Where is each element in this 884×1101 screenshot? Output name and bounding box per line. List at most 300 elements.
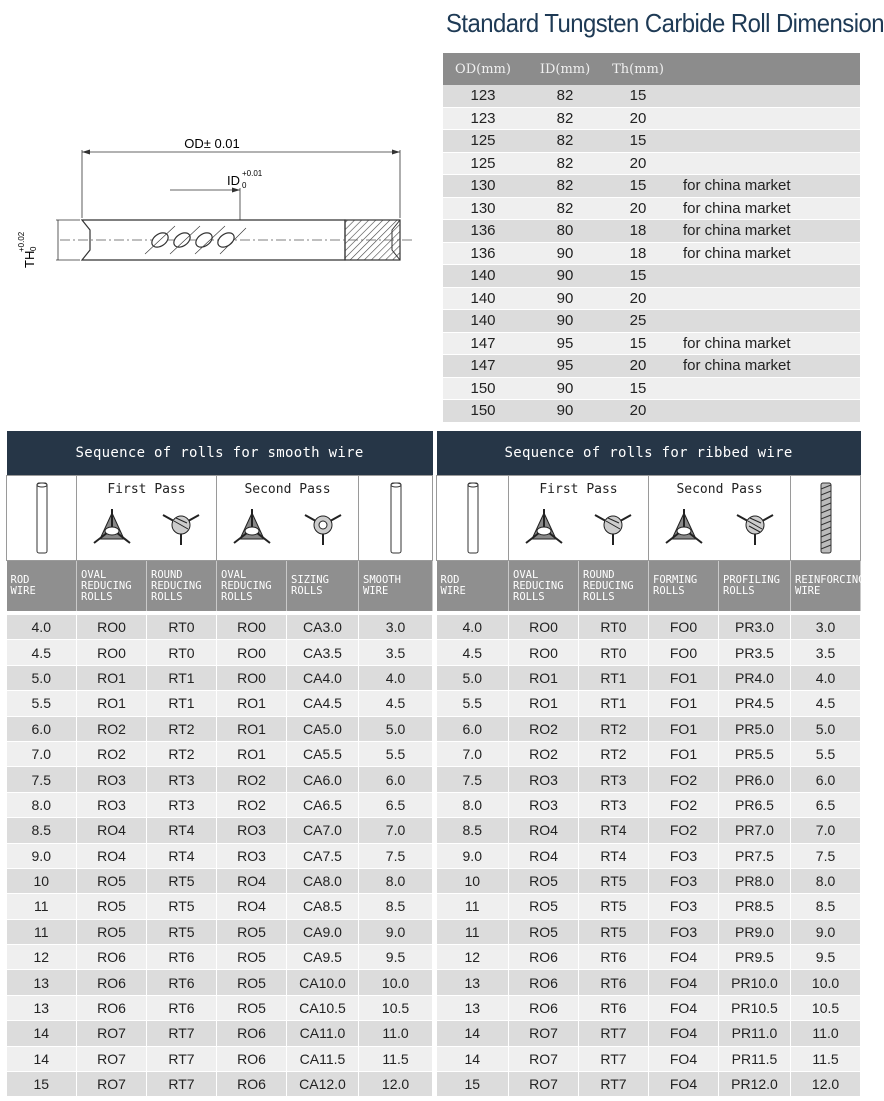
ribbed-table-row-cell: 4.0 (437, 615, 509, 640)
smooth-table-row-cell: CA4.5 (287, 691, 359, 716)
smooth-table-row-cell: 4.0 (359, 665, 433, 690)
first-pass-label: First Pass (539, 482, 618, 497)
ribbed-table-row-cell: PR8.5 (719, 894, 791, 919)
smooth-table-row-cell: RT6 (147, 970, 217, 995)
rod-wire-icon (32, 481, 52, 555)
second-pass-cell (649, 476, 791, 561)
smooth-table-row-cell: CA10.0 (287, 970, 359, 995)
smooth-table-row-cell: 11 (7, 919, 77, 944)
ribbed-table-row-cell: RO7 (509, 1021, 579, 1046)
ribbed-table-row-cell: 9.0 (791, 919, 861, 944)
col-rod-wire: ROD WIRE (437, 561, 509, 612)
smooth-table-row-cell: RO0 (77, 640, 147, 665)
header-od: OD(mm) (443, 53, 523, 85)
smooth-table-row-cell: RO7 (77, 1046, 147, 1071)
first-pass-label: First Pass (107, 482, 186, 497)
ribbed-table-row-cell: FO4 (649, 995, 719, 1020)
dimension-row (443, 400, 860, 423)
ribbed-table-row-cell: RO4 (509, 818, 579, 843)
ribbed-table-row (437, 640, 861, 665)
dimension-row (443, 355, 860, 378)
ribbed-table-row-cell: RO7 (509, 1046, 579, 1071)
ribbed-table-row-cell: 11.0 (791, 1021, 861, 1046)
ribbed-table-row-cell: RO3 (509, 767, 579, 792)
page-title: Standard Tungsten Carbide Roll Dimension (446, 8, 884, 38)
ribbed-table-row-cell: FO1 (649, 665, 719, 690)
oval-roll-icon (522, 507, 566, 547)
ribbed-table-row-cell: PR6.0 (719, 767, 791, 792)
ribbed-table-row-cell: RT3 (579, 767, 649, 792)
smooth-table-row-cell: RO6 (217, 1021, 287, 1046)
smooth-wire-panel (6, 431, 433, 1097)
ribbed-table-row-cell: RO1 (509, 665, 579, 690)
smooth-table-row-cell: RO1 (217, 691, 287, 716)
ribbed-table-row-cell: 15 (437, 1072, 509, 1097)
ribbed-table-row-cell: 8.5 (791, 894, 861, 919)
ribbed-table-row-cell: PR4.0 (719, 665, 791, 690)
dimension-row (443, 197, 860, 220)
ribbed-table-row-cell: FO3 (649, 843, 719, 868)
dimension-row (443, 220, 860, 243)
col-oval-reducing-2: OVAL REDUCING ROLLS (217, 561, 287, 612)
dimension-row (443, 287, 860, 310)
dimension-row-cell: 130 (443, 175, 523, 198)
smooth-table-row-cell: RT2 (147, 716, 217, 741)
ribbed-table-row-cell: 13 (437, 995, 509, 1020)
dimension-row-cell: 82 (523, 175, 607, 198)
smooth-table-row-cell: CA7.5 (287, 843, 359, 868)
smooth-table-row-cell: RT7 (147, 1046, 217, 1071)
smooth-table-row-cell: RO2 (217, 767, 287, 792)
ribbed-table-row-cell: 10 (437, 868, 509, 893)
ribbed-table-row-cell: RO2 (509, 716, 579, 741)
second-pass-label: Second Pass (676, 482, 763, 497)
smooth-table-row-cell: RO5 (217, 970, 287, 995)
ribbed-table-row-cell: 6.5 (791, 792, 861, 817)
smooth-table-row-cell: CA6.0 (287, 767, 359, 792)
smooth-table-row-cell: RT1 (147, 691, 217, 716)
dimension-row-cell: for china market (669, 332, 860, 355)
smooth-table-row-cell: RO0 (77, 615, 147, 640)
dimension-row-cell: 18 (607, 242, 669, 265)
ribbed-table-row-cell: RT6 (579, 970, 649, 995)
dimension-row-cell: for china market (669, 220, 860, 243)
smooth-table-row-cell: 4.0 (7, 615, 77, 640)
dimension-row-cell: 20 (607, 400, 669, 423)
ribbed-table-row-cell: PR3.5 (719, 640, 791, 665)
ribbed-table-row-cell: RO6 (509, 970, 579, 995)
ribbed-table-row (437, 716, 861, 741)
smooth-table-row-cell: 7.0 (7, 741, 77, 766)
ribbed-table-row-cell: 12.0 (791, 1072, 861, 1097)
smooth-table-row-cell: RO6 (77, 995, 147, 1020)
dimension-row-cell: 15 (607, 265, 669, 288)
ribbed-table-row-cell: 7.0 (437, 741, 509, 766)
smooth-table-row (7, 716, 433, 741)
smooth-table-row-cell: CA9.5 (287, 945, 359, 970)
ribbed-table-row-cell: 11 (437, 894, 509, 919)
ribbed-table-row-cell: 5.0 (437, 665, 509, 690)
smooth-table-row-cell: RO4 (217, 894, 287, 919)
header-id: ID(mm) (523, 53, 607, 85)
smooth-table-row-cell: RO1 (77, 691, 147, 716)
ribbed-table-row (437, 995, 861, 1020)
dimension-row-cell: 90 (523, 242, 607, 265)
ribbed-table-row-cell: FO1 (649, 691, 719, 716)
smooth-table-row-cell: CA4.0 (287, 665, 359, 690)
oval-roll-icon (90, 507, 134, 547)
smooth-wire-illustration (359, 476, 433, 561)
smooth-table-row-cell: RO5 (77, 919, 147, 944)
smooth-table-row-cell: 7.5 (359, 843, 433, 868)
smooth-table-row-cell: RO0 (217, 615, 287, 640)
rod-wire-icon (463, 481, 483, 555)
smooth-table-row-cell: CA11.0 (287, 1021, 359, 1046)
ribbed-table-row-cell: RO6 (509, 945, 579, 970)
smooth-table-row-cell: CA11.5 (287, 1046, 359, 1071)
smooth-table-row (7, 792, 433, 817)
smooth-table-row-cell: 4.5 (359, 691, 433, 716)
round-roll-icon (591, 507, 635, 547)
id-tolerance-upper: +0.01 (242, 169, 263, 178)
ribbed-table-row-cell: FO2 (649, 767, 719, 792)
ribbed-table-row (437, 1021, 861, 1046)
smooth-table-row-cell: 8.0 (7, 792, 77, 817)
ribbed-table-row-cell: 7.5 (791, 843, 861, 868)
smooth-table-row-cell: RT5 (147, 919, 217, 944)
smooth-table-row-cell: 9.5 (359, 945, 433, 970)
smooth-table-row-cell: 12 (7, 945, 77, 970)
smooth-table-row-cell: 6.0 (7, 716, 77, 741)
dimension-row-cell (669, 85, 860, 107)
th-label: TH (22, 250, 37, 268)
ribbed-table-row-cell: PR3.0 (719, 615, 791, 640)
dimension-row-cell: for china market (669, 355, 860, 378)
dimension-row-cell (669, 130, 860, 153)
profiling-roll-icon (733, 507, 777, 547)
smooth-table-row-cell: RO1 (77, 665, 147, 690)
ribbed-table-row-cell: RT0 (579, 615, 649, 640)
col-oval-reducing: OVAL REDUCING ROLLS (509, 561, 579, 612)
dimension-row-cell: 20 (607, 107, 669, 130)
id-arrow (232, 188, 240, 193)
ribbed-table-row-cell: 4.5 (791, 691, 861, 716)
col-sizing: SIZING ROLLS (287, 561, 359, 612)
smooth-table-row-cell: RO6 (77, 945, 147, 970)
ribbed-table-row (437, 868, 861, 893)
ribbed-table-row-cell: 14 (437, 1046, 509, 1071)
ribbed-table-row-cell: RT5 (579, 868, 649, 893)
smooth-table-row (7, 970, 433, 995)
first-pass-cell (77, 476, 217, 561)
dimension-row-cell: 95 (523, 355, 607, 378)
smooth-table-row-cell: 7.0 (359, 818, 433, 843)
smooth-table-row-cell: CA9.0 (287, 919, 359, 944)
dimension-row-cell: 125 (443, 152, 523, 175)
dimension-row-cell: for china market (669, 175, 860, 198)
ribbed-table-row (437, 818, 861, 843)
header-th: Th(mm) (607, 53, 669, 85)
dimension-row-cell: 15 (607, 130, 669, 153)
dimension-row-cell: 82 (523, 152, 607, 175)
col-reinforcing-wire: REINFORCING WIRE (791, 561, 861, 612)
th-tolerance-lower: 0 (29, 246, 38, 251)
ribbed-table-row-cell: RO0 (509, 640, 579, 665)
dimension-row (443, 152, 860, 175)
dimension-row-cell: 20 (607, 152, 669, 175)
smooth-table-row-cell: RO2 (77, 741, 147, 766)
ribbed-table-row-cell: FO2 (649, 792, 719, 817)
smooth-table-row-cell: RT3 (147, 767, 217, 792)
smooth-panel-title: Sequence of rolls for smooth wire (7, 431, 433, 476)
smooth-table-row-cell: CA3.0 (287, 615, 359, 640)
smooth-table-row-cell: RO5 (217, 995, 287, 1020)
col-rod-wire: ROD WIRE (7, 561, 77, 612)
smooth-table-row-cell: RO7 (77, 1021, 147, 1046)
ribbed-table-row-cell: RT0 (579, 640, 649, 665)
ribbed-table-row-cell: RO1 (509, 691, 579, 716)
ribbed-table-row-cell: PR8.0 (719, 868, 791, 893)
ribbed-table-row-cell: FO3 (649, 894, 719, 919)
dimension-row-cell: 25 (607, 310, 669, 333)
ribbed-table-row-cell: 7.0 (791, 818, 861, 843)
ribbed-table-row-cell: 5.5 (791, 741, 861, 766)
header-note (669, 53, 860, 85)
ribbed-table-row-cell: 11.5 (791, 1046, 861, 1071)
dimension-table-header (443, 53, 860, 85)
smooth-table-row-cell: RO3 (77, 767, 147, 792)
ribbed-table-row-cell: PR5.0 (719, 716, 791, 741)
smooth-table-row-cell: 13 (7, 970, 77, 995)
ribbed-table-row-cell: FO4 (649, 945, 719, 970)
smooth-table-row-cell: RO2 (217, 792, 287, 817)
ribbed-table-row (437, 894, 861, 919)
col-smooth-wire: SMOOTH WIRE (359, 561, 433, 612)
dimension-row (443, 85, 860, 107)
ribbed-table-row (437, 665, 861, 690)
smooth-table-row-cell: RO6 (77, 970, 147, 995)
smooth-table-row-cell: 5.5 (359, 741, 433, 766)
ribbed-table-row (437, 843, 861, 868)
smooth-table-row-cell: RT5 (147, 868, 217, 893)
smooth-table-row-cell: 6.0 (359, 767, 433, 792)
ribbed-table-row-cell: 9.5 (791, 945, 861, 970)
smooth-table-row (7, 741, 433, 766)
smooth-table-row-cell: 10.5 (359, 995, 433, 1020)
dimension-row-cell: 123 (443, 85, 523, 107)
ribbed-table-row-cell: FO1 (649, 741, 719, 766)
rod-wire-illustration (437, 476, 509, 561)
smooth-table-row (7, 894, 433, 919)
dimension-row-cell: 95 (523, 332, 607, 355)
ribbed-table-row-cell: RT1 (579, 665, 649, 690)
ribbed-table-row-cell: RO6 (509, 995, 579, 1020)
ribbed-table-row-cell: 4.5 (437, 640, 509, 665)
smooth-table-row-cell: 8.0 (359, 868, 433, 893)
smooth-table-row-cell: 8.5 (7, 818, 77, 843)
dimension-row-cell: 20 (607, 287, 669, 310)
ribbed-table-row-cell: RT4 (579, 818, 649, 843)
dimension-row-cell: 15 (607, 175, 669, 198)
ribbed-table-row-cell: RT2 (579, 741, 649, 766)
ribbed-table-row-cell: 5.5 (437, 691, 509, 716)
ribbed-table-row-cell: PR4.5 (719, 691, 791, 716)
smooth-table-row-cell: RT5 (147, 894, 217, 919)
dimension-row (443, 377, 860, 400)
ribbed-table-row-cell: RO3 (509, 792, 579, 817)
smooth-table-row-cell: RO5 (77, 868, 147, 893)
ribbed-table-row (437, 615, 861, 640)
smooth-table-row-cell: RO3 (217, 818, 287, 843)
dimension-row-cell: 20 (607, 197, 669, 220)
dimension-row-cell (669, 152, 860, 175)
smooth-table-row-cell: RO3 (77, 792, 147, 817)
ribbed-table-row-cell: RT5 (579, 919, 649, 944)
smooth-table-row-cell: RO2 (77, 716, 147, 741)
smooth-table-row-cell: 5.0 (359, 716, 433, 741)
dimension-row (443, 107, 860, 130)
smooth-table-row-cell: 15 (7, 1072, 77, 1097)
smooth-table-row-cell: RT2 (147, 741, 217, 766)
dimension-row-cell: 20 (607, 355, 669, 378)
smooth-table-row-cell: RO7 (77, 1072, 147, 1097)
ribbed-table-row-cell: RO0 (509, 615, 579, 640)
dimension-row-cell: 90 (523, 400, 607, 423)
smooth-table-row (7, 843, 433, 868)
smooth-wire-icon (386, 481, 406, 555)
smooth-table-row-cell: RO5 (217, 945, 287, 970)
dimension-row-cell: 15 (607, 85, 669, 107)
smooth-table-row-cell: RT4 (147, 843, 217, 868)
ribbed-table-row-cell: RO5 (509, 919, 579, 944)
dimension-row-cell: 82 (523, 130, 607, 153)
od-label: OD± 0.01 (184, 136, 240, 151)
smooth-table-row-cell: CA12.0 (287, 1072, 359, 1097)
ribbed-table-row-cell: FO4 (649, 970, 719, 995)
ribbed-table-row-cell: FO3 (649, 868, 719, 893)
ribbed-table-row-cell: FO3 (649, 919, 719, 944)
second-pass-label: Second Pass (244, 482, 331, 497)
col-oval-reducing: OVAL REDUCING ROLLS (77, 561, 147, 612)
dimension-row (443, 242, 860, 265)
ribbed-table-row-cell: 6.0 (437, 716, 509, 741)
ribbed-table-row-cell: PR11.5 (719, 1046, 791, 1071)
ribbed-table-row (437, 691, 861, 716)
ribbed-table-row-cell: 5.0 (791, 716, 861, 741)
smooth-table-row (7, 995, 433, 1020)
dimension-row-cell: 18 (607, 220, 669, 243)
ribbed-wire-panel (436, 431, 865, 1097)
smooth-table-row (7, 818, 433, 843)
ribbed-table-row-cell: RT5 (579, 894, 649, 919)
dimension-row-cell: 140 (443, 265, 523, 288)
ribbed-table-row-cell: RT6 (579, 945, 649, 970)
smooth-table-row-cell: 14 (7, 1046, 77, 1071)
smooth-table-row (7, 640, 433, 665)
dimension-row-cell: 140 (443, 310, 523, 333)
smooth-table-row-cell: 10 (7, 868, 77, 893)
ribbed-table-row-cell: FO4 (649, 1072, 719, 1097)
ribbed-table-row-cell: 6.0 (791, 767, 861, 792)
dimension-row-cell (669, 107, 860, 130)
smooth-table-row-cell: RO4 (77, 818, 147, 843)
smooth-table-row (7, 767, 433, 792)
ribbed-table-row-cell: PR11.0 (719, 1021, 791, 1046)
dimension-row (443, 332, 860, 355)
th-label-group (17, 231, 38, 268)
smooth-table-row (7, 1072, 433, 1097)
smooth-table-row (7, 665, 433, 690)
ribbed-table-row-cell: 3.5 (791, 640, 861, 665)
smooth-table-row-cell: CA7.0 (287, 818, 359, 843)
first-pass-cell (509, 476, 649, 561)
ribbed-table-row (437, 741, 861, 766)
smooth-table-row-cell: CA6.5 (287, 792, 359, 817)
id-label: ID (227, 173, 240, 188)
dimension-row-cell: 136 (443, 242, 523, 265)
ribbed-table-row-cell: 10.5 (791, 995, 861, 1020)
ribbed-table-row-cell: RO5 (509, 868, 579, 893)
dimension-row-cell: 15 (607, 377, 669, 400)
ribbed-table-row-cell: PR12.0 (719, 1072, 791, 1097)
dimension-row-cell: 90 (523, 377, 607, 400)
forming-roll-icon (662, 507, 706, 547)
smooth-table-row (7, 919, 433, 944)
ribbed-table-row-cell: 8.0 (791, 868, 861, 893)
ribbed-table-row-cell: RT7 (579, 1021, 649, 1046)
smooth-table-row-cell: RO5 (217, 919, 287, 944)
ribbed-table-row (437, 970, 861, 995)
ribbed-table-row-cell: RO4 (509, 843, 579, 868)
smooth-table-row-cell: RT7 (147, 1021, 217, 1046)
ribbed-table-row-cell: FO4 (649, 1021, 719, 1046)
dimension-row-cell: 15 (607, 332, 669, 355)
dimension-row-cell: 82 (523, 197, 607, 220)
reinforcing-wire-illustration (791, 476, 861, 561)
ribbed-table-row-cell: FO2 (649, 818, 719, 843)
ribbed-table-row-cell: PR9.5 (719, 945, 791, 970)
dimension-row-cell: 147 (443, 332, 523, 355)
smooth-table-row-cell: 6.5 (359, 792, 433, 817)
ribbed-table-row-cell: RT2 (579, 716, 649, 741)
smooth-table-row-cell: RO4 (77, 843, 147, 868)
ribbed-table-row-cell: RT7 (579, 1046, 649, 1071)
round-roll-icon (159, 507, 203, 547)
second-pass-cell (217, 476, 359, 561)
ribbed-table-row-cell: RO2 (509, 741, 579, 766)
smooth-table-row-cell: 4.5 (7, 640, 77, 665)
smooth-table-row (7, 1021, 433, 1046)
ribbed-table-row-cell: 14 (437, 1021, 509, 1046)
dimension-row-cell: 150 (443, 400, 523, 423)
smooth-table-row-cell: CA10.5 (287, 995, 359, 1020)
dimension-row (443, 310, 860, 333)
dimension-row-cell: 82 (523, 85, 607, 107)
smooth-table-row-cell: 11.5 (359, 1046, 433, 1071)
dimension-row-cell (669, 265, 860, 288)
smooth-table-row-cell: RO3 (217, 843, 287, 868)
ribbed-table-row-cell: PR10.5 (719, 995, 791, 1020)
ribbed-table-row-cell: PR7.5 (719, 843, 791, 868)
od-arrow-right (392, 150, 400, 155)
smooth-table-row-cell: RT0 (147, 640, 217, 665)
smooth-table-row-cell: RT0 (147, 615, 217, 640)
ribbed-panel-title: Sequence of rolls for ribbed wire (437, 431, 861, 476)
dimension-row-cell (669, 287, 860, 310)
th-tolerance-upper: +0.02 (17, 231, 26, 252)
smooth-table-row-cell: 11.0 (359, 1021, 433, 1046)
smooth-table-row-cell: 5.0 (7, 665, 77, 690)
